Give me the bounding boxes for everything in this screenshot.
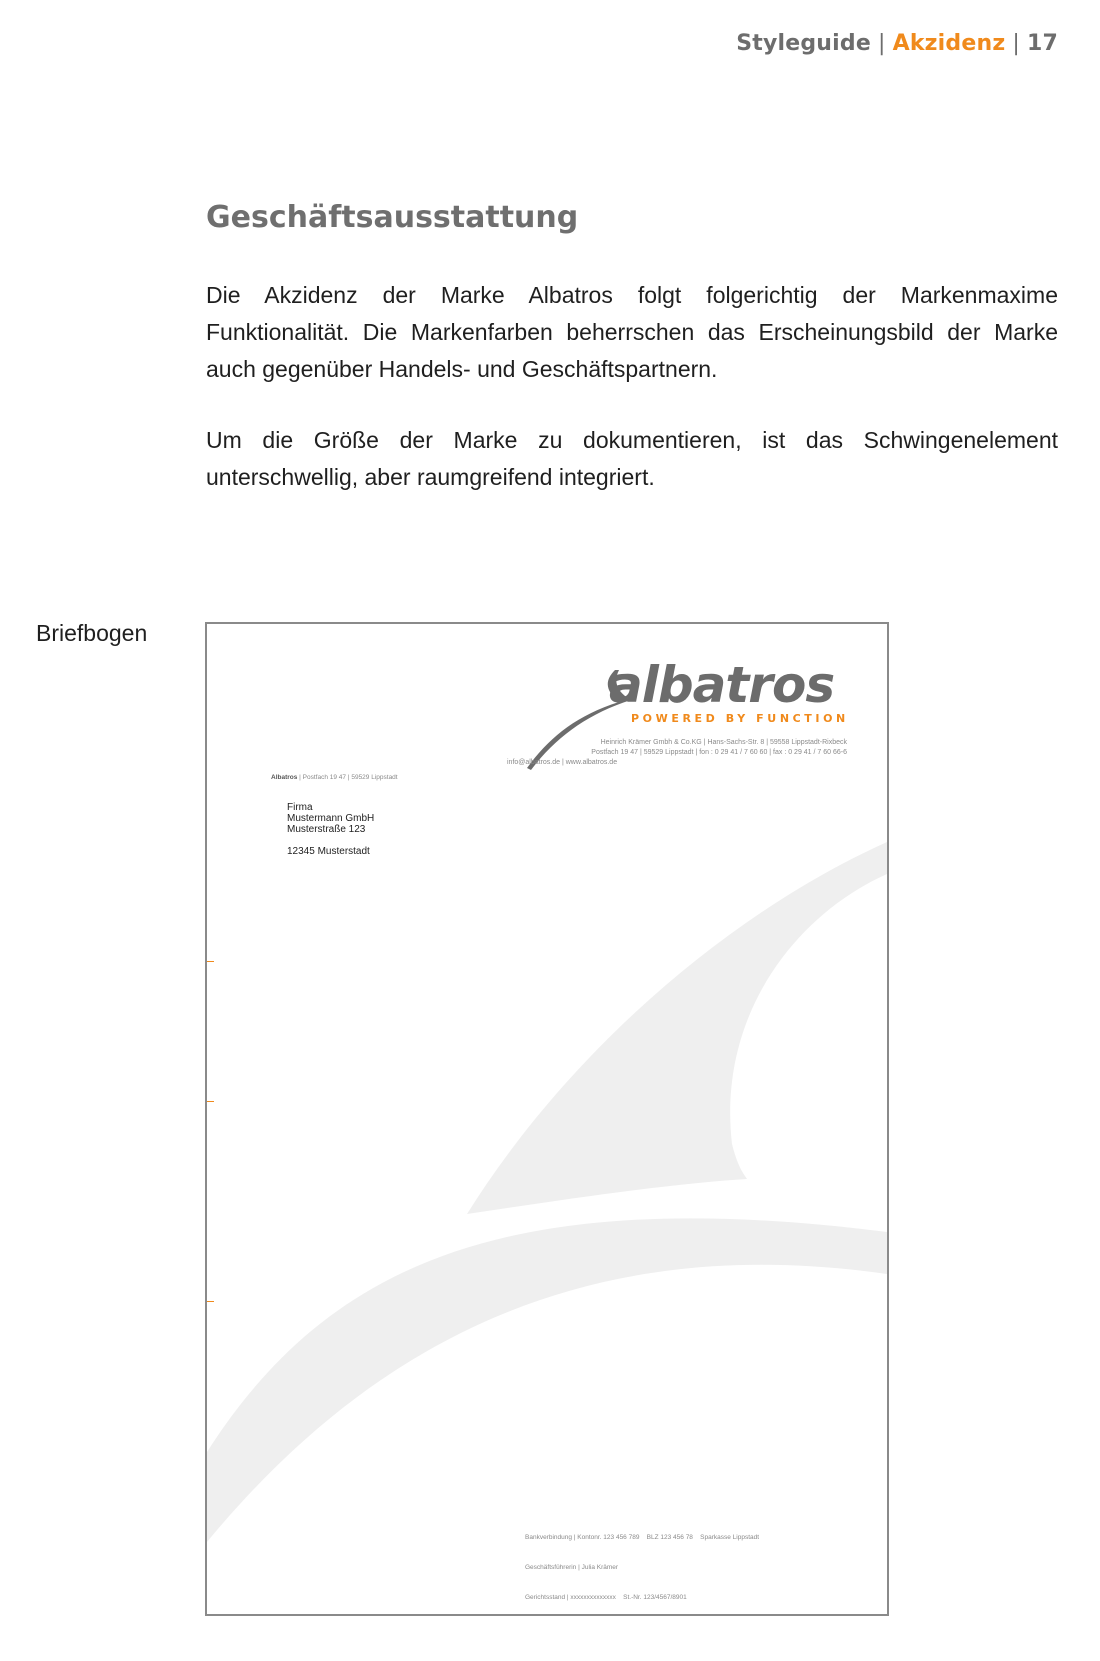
logo-tagline: POWERED BY FUNCTION [631,712,849,725]
running-header [736,31,1058,56]
header-separator: | [877,31,886,56]
recipient-line-1: Firma [287,802,313,813]
fold-mark-punch [207,1101,214,1102]
header-section: Akzidenz [892,31,1006,56]
company-line-1: Heinrich Krämer Gmbh & Co.KG | Hans-Sachs-Str. 8 | 59558 Lippstadt-Rixbeck [600,739,847,746]
logo-wordmark: albatros [609,656,835,714]
sender-line [271,774,398,781]
letterhead-preview [205,622,889,1616]
figure-label: Briefbogen [36,620,148,646]
second-paragraph: Um die Größe der Marke zu dokumentieren, ist das Schwingenelement unterschwellig, aber raumgreifend integriert. [206,427,1058,490]
footer-line-3: Gerichtsstand | xxxxxxxxxxxxxx St.-Nr. 123/4567/8901 [525,1594,687,1601]
letter-footer [525,1513,759,1616]
footer-line-1: Bankverbindung | Kontonr. 123 456 789 BLZ 123 456 78 Sparkasse Lippstadt [525,1534,760,1541]
fold-mark-top [207,961,214,962]
recipient-line-2: Mustermann GmbH [287,813,375,824]
company-line-3: info@albatros.de | www.albatros.de [507,759,618,766]
page-title: Geschäftsausstattung [206,200,579,235]
page-number: 17 [1026,31,1058,56]
company-info [487,738,847,768]
sender-address: | Postfach 19 47 | 59529 Lippstadt [297,774,398,781]
fold-mark-bottom [207,1301,214,1302]
footer-line-2: Geschäftsführerin | Julia Krämer [525,1564,619,1571]
sender-name: Albatros [271,774,298,781]
intro-paragraph: Die Akzidenz der Marke Albatros folgt folgerichtig der Markenmaxime Funktionalität. Die Markenfarben beherrschen das Erscheinungsbild der Marke auch gegenüber Handels- und Geschäftspartnern. [206,282,1058,382]
recipient-line-3: Musterstraße 123 [287,824,366,835]
recipient-address [287,802,374,857]
company-line-2: Postfach 19 47 | 59529 Lippstadt | fon : 0 29 41 / 7 60 60 | fax : 0 29 41 / 7 60 66-6 [591,749,847,756]
recipient-city: 12345 Musterstadt [287,846,370,857]
header-guide: Styleguide [736,31,871,56]
header-separator-2: | [1012,31,1020,56]
